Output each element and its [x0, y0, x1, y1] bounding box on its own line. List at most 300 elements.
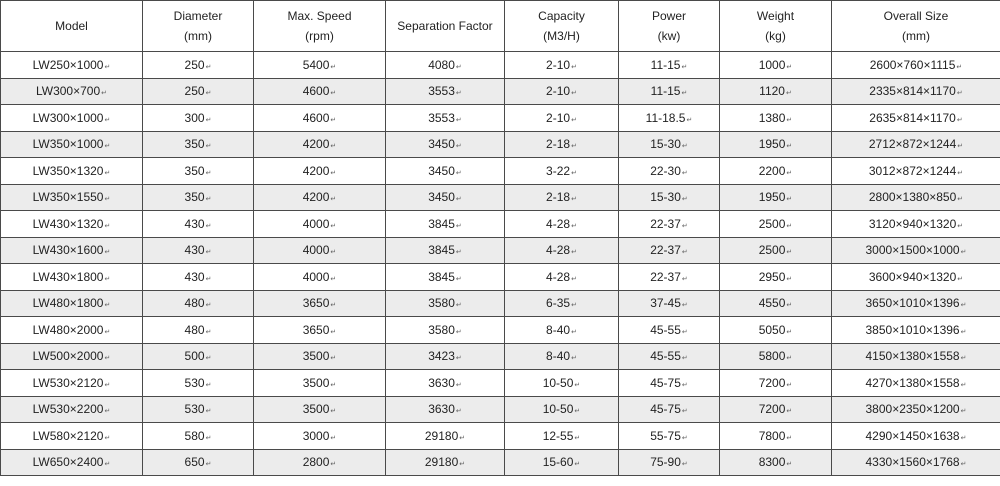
paragraph-mark-icon: ↵: [957, 275, 964, 283]
table-cell: [386, 105, 505, 132]
paragraph-mark-icon: ↵: [330, 196, 337, 204]
paragraph-mark-icon: ↵: [571, 328, 577, 336]
paragraph-mark-icon: ↵: [957, 143, 964, 151]
column-header: [1, 1, 143, 52]
paragraph-mark-icon: ↵: [957, 222, 964, 230]
cell-value: 3600×940×1320: [868, 269, 957, 284]
cell-value: LW480×1800: [32, 296, 104, 311]
cell-value: 3630: [428, 375, 455, 390]
table-cell: [143, 343, 254, 370]
cell-value: 2600×760×1115: [869, 57, 956, 72]
table-cell: [254, 237, 386, 264]
cell-value: LW650×2400: [32, 455, 104, 470]
paragraph-mark-icon: ↵: [956, 63, 963, 71]
cell-value: 3450: [428, 190, 455, 205]
table-cell: [1, 449, 143, 476]
table-cell: [720, 78, 832, 105]
paragraph-mark-icon: ↵: [686, 116, 693, 124]
paragraph-mark-icon: ↵: [960, 381, 967, 389]
column-header-label: Weight: [756, 9, 795, 23]
paragraph-mark-icon: ↵: [205, 434, 212, 442]
paragraph-mark-icon: ↵: [455, 63, 462, 71]
paragraph-mark-icon: ↵: [681, 143, 688, 151]
table-row: [1, 317, 1000, 344]
paragraph-mark-icon: ↵: [786, 169, 793, 177]
cell-value: 3450: [428, 137, 455, 152]
cell-value: LW430×1600: [32, 243, 104, 258]
paragraph-mark-icon: ↵: [104, 355, 111, 363]
paragraph-mark-icon: ↵: [786, 408, 793, 416]
cell-value: 300: [184, 110, 205, 125]
paragraph-mark-icon: ↵: [571, 143, 577, 151]
table-cell: [143, 52, 254, 79]
cell-value: 8-40: [546, 322, 571, 337]
paragraph-mark-icon: ↵: [455, 143, 462, 151]
cell-value: 650: [184, 455, 205, 470]
cell-value: 5800: [758, 349, 786, 364]
paragraph-mark-icon: ↵: [786, 461, 793, 469]
cell-value: 7200: [758, 402, 786, 417]
cell-value: LW530×2120: [32, 375, 104, 390]
paragraph-mark-icon: ↵: [330, 355, 337, 363]
cell-value: LW500×2000: [32, 349, 104, 364]
column-header: [143, 1, 254, 52]
table-cell: [720, 423, 832, 450]
table-cell: [720, 449, 832, 476]
paragraph-mark-icon: ↵: [681, 355, 688, 363]
paragraph-mark-icon: ↵: [681, 63, 688, 71]
table-cell: [832, 396, 1000, 423]
cell-value: 1380: [758, 110, 786, 125]
table-cell: [832, 370, 1000, 397]
paragraph-mark-icon: ↵: [960, 434, 967, 442]
cell-value: 15-30: [650, 137, 681, 152]
paragraph-mark-icon: ↵: [455, 90, 462, 98]
paragraph-mark-icon: ↵: [330, 434, 337, 442]
cell-value: 4550: [758, 296, 786, 311]
column-header-label: Capacity: [538, 9, 585, 23]
paragraph-mark-icon: ↵: [681, 249, 688, 257]
table-cell: [619, 78, 720, 105]
table-cell: [1, 343, 143, 370]
paragraph-mark-icon: ↵: [786, 302, 793, 310]
table-cell: [143, 317, 254, 344]
cell-value: 3553: [428, 110, 455, 125]
table-cell: [832, 237, 1000, 264]
table-cell: [619, 158, 720, 185]
paragraph-mark-icon: ↵: [960, 355, 967, 363]
paragraph-mark-icon: ↵: [455, 302, 462, 310]
column-header-label: Power: [651, 9, 686, 23]
paragraph-mark-icon: ↵: [104, 196, 111, 204]
paragraph-mark-icon: ↵: [104, 116, 111, 124]
paragraph-mark-icon: ↵: [104, 381, 111, 389]
table-cell: [143, 184, 254, 211]
paragraph-mark-icon: ↵: [681, 408, 688, 416]
paragraph-mark-icon: ↵: [205, 196, 212, 204]
table-cell: [254, 343, 386, 370]
paragraph-mark-icon: ↵: [455, 408, 462, 416]
cell-value: 1950: [758, 190, 786, 205]
cell-value: LW350×1550: [32, 190, 104, 205]
table-cell: [386, 237, 505, 264]
table-cell: [386, 264, 505, 291]
table-cell: [619, 237, 720, 264]
cell-value: 3500: [302, 375, 330, 390]
table-cell: [254, 105, 386, 132]
column-header-unit: (kg): [765, 29, 786, 43]
column-header-unit: (rpm): [305, 29, 334, 43]
paragraph-mark-icon: ↵: [786, 63, 793, 71]
cell-value: 4600: [302, 110, 330, 125]
cell-value: 3800×2350×1200: [865, 402, 960, 417]
column-header: [386, 1, 505, 52]
cell-value: 2500: [758, 216, 786, 231]
cell-value: 22-37: [650, 269, 681, 284]
table-cell: [619, 264, 720, 291]
table-row: [1, 158, 1000, 185]
table-cell: [832, 290, 1000, 317]
paragraph-mark-icon: ↵: [574, 408, 581, 416]
cell-value: 3845: [428, 269, 455, 284]
cell-value: 5050: [758, 322, 786, 337]
table-row: [1, 423, 1000, 450]
table-cell: [619, 290, 720, 317]
paragraph-mark-icon: ↵: [205, 461, 212, 469]
paragraph-mark-icon: ↵: [786, 249, 793, 257]
table-cell: [505, 211, 619, 238]
table-cell: [386, 52, 505, 79]
cell-value: 250: [184, 57, 205, 72]
cell-value: 350: [184, 137, 205, 152]
table-cell: [254, 449, 386, 476]
paragraph-mark-icon: ↵: [571, 169, 577, 177]
paragraph-mark-icon: ↵: [574, 461, 581, 469]
paragraph-mark-icon: ↵: [571, 302, 577, 310]
paragraph-mark-icon: ↵: [205, 63, 212, 71]
paragraph-mark-icon: ↵: [101, 90, 108, 98]
cell-value: 3-22: [546, 163, 571, 178]
paragraph-mark-icon: ↵: [571, 275, 577, 283]
paragraph-mark-icon: ↵: [455, 196, 462, 204]
table-cell: [720, 290, 832, 317]
paragraph-mark-icon: ↵: [786, 196, 793, 204]
table-cell: [143, 449, 254, 476]
cell-value: 3120×940×1320: [868, 216, 957, 231]
cell-value: 29180: [424, 455, 459, 470]
table-cell: [386, 370, 505, 397]
table-cell: [619, 343, 720, 370]
cell-value: 3012×872×1244: [868, 163, 957, 178]
paragraph-mark-icon: ↵: [681, 302, 688, 310]
paragraph-mark-icon: ↵: [681, 328, 688, 336]
column-header-label: Max. Speed: [287, 9, 352, 23]
paragraph-mark-icon: ↵: [681, 169, 688, 177]
cell-value: 3000: [302, 428, 330, 443]
cell-value: 45-55: [650, 349, 681, 364]
paragraph-mark-icon: ↵: [330, 302, 337, 310]
cell-value: 430: [184, 216, 205, 231]
paragraph-mark-icon: ↵: [104, 169, 111, 177]
paragraph-mark-icon: ↵: [459, 461, 466, 469]
table-cell: [832, 78, 1000, 105]
cell-value: 45-55: [650, 322, 681, 337]
table-cell: [832, 449, 1000, 476]
table-cell: [505, 264, 619, 291]
paragraph-mark-icon: ↵: [786, 434, 793, 442]
cell-value: 15-30: [650, 190, 681, 205]
paragraph-mark-icon: ↵: [455, 355, 462, 363]
table-cell: [505, 237, 619, 264]
paragraph-mark-icon: ↵: [957, 169, 964, 177]
paragraph-mark-icon: ↵: [459, 434, 466, 442]
paragraph-mark-icon: ↵: [681, 90, 688, 98]
cell-value: LW300×1000: [32, 110, 104, 125]
paragraph-mark-icon: ↵: [681, 381, 688, 389]
paragraph-mark-icon: ↵: [205, 381, 212, 389]
table-cell: [386, 78, 505, 105]
paragraph-mark-icon: ↵: [571, 222, 577, 230]
cell-value: 4-28: [546, 216, 571, 231]
paragraph-mark-icon: ↵: [956, 90, 963, 98]
table-cell: [1, 423, 143, 450]
cell-value: 8300: [758, 455, 786, 470]
cell-value: 2500: [758, 243, 786, 258]
paragraph-mark-icon: ↵: [330, 408, 337, 416]
cell-value: 12-55: [542, 428, 574, 443]
table-cell: [505, 423, 619, 450]
cell-value: 430: [184, 243, 205, 258]
paragraph-mark-icon: ↵: [786, 143, 793, 151]
cell-value: 2800: [302, 455, 330, 470]
column-header-unit: (M3/H): [543, 29, 580, 43]
cell-value: 29180: [424, 428, 459, 443]
table-row: [1, 370, 1000, 397]
paragraph-mark-icon: ↵: [205, 408, 212, 416]
cell-value: LW350×1320: [32, 163, 104, 178]
cell-value: LW530×2200: [32, 402, 104, 417]
table-cell: [143, 290, 254, 317]
table-cell: [254, 131, 386, 158]
paragraph-mark-icon: ↵: [960, 302, 967, 310]
paragraph-mark-icon: ↵: [104, 249, 111, 257]
cell-value: 2200: [758, 163, 786, 178]
table-cell: [254, 423, 386, 450]
cell-value: 250: [184, 84, 205, 99]
paragraph-mark-icon: ↵: [786, 381, 793, 389]
paragraph-mark-icon: ↵: [205, 169, 212, 177]
cell-value: 11-15: [650, 84, 681, 99]
paragraph-mark-icon: ↵: [574, 381, 581, 389]
paragraph-mark-icon: ↵: [330, 222, 337, 230]
paragraph-mark-icon: ↵: [571, 249, 577, 257]
cell-value: 3500: [302, 349, 330, 364]
table-cell: [505, 290, 619, 317]
table-cell: [619, 396, 720, 423]
cell-value: LW580×2120: [32, 428, 104, 443]
table-cell: [505, 370, 619, 397]
table-cell: [1, 237, 143, 264]
paragraph-mark-icon: ↵: [330, 116, 337, 124]
table-cell: [720, 317, 832, 344]
paragraph-mark-icon: ↵: [205, 249, 212, 257]
table-header: [1, 1, 1000, 52]
paragraph-mark-icon: ↵: [785, 90, 792, 98]
cell-value: 3845: [428, 216, 455, 231]
paragraph-mark-icon: ↵: [681, 461, 688, 469]
paragraph-mark-icon: ↵: [571, 90, 577, 98]
cell-value: 22-37: [650, 216, 681, 231]
table-cell: [505, 396, 619, 423]
cell-value: 4200: [302, 190, 330, 205]
table-cell: [386, 158, 505, 185]
cell-value: LW350×1000: [32, 137, 104, 152]
table-cell: [254, 78, 386, 105]
table-cell: [832, 105, 1000, 132]
cell-value: 3450: [428, 163, 455, 178]
table-cell: [1, 184, 143, 211]
paragraph-mark-icon: ↵: [330, 63, 337, 71]
table-cell: [254, 52, 386, 79]
table-cell: [386, 131, 505, 158]
table-row: [1, 78, 1000, 105]
table-row: [1, 449, 1000, 476]
cell-value: 45-75: [650, 402, 681, 417]
table-cell: [505, 52, 619, 79]
paragraph-mark-icon: ↵: [330, 249, 337, 257]
paragraph-mark-icon: ↵: [455, 328, 462, 336]
paragraph-mark-icon: ↵: [330, 275, 337, 283]
cell-value: 3650: [302, 322, 330, 337]
table-cell: [254, 290, 386, 317]
cell-value: 4200: [302, 163, 330, 178]
paragraph-mark-icon: ↵: [330, 328, 337, 336]
cell-value: 2800×1380×850: [868, 190, 957, 205]
table-cell: [720, 211, 832, 238]
column-header: [505, 1, 619, 52]
table-cell: [1, 158, 143, 185]
paragraph-mark-icon: ↵: [330, 143, 337, 151]
paragraph-mark-icon: ↵: [205, 275, 212, 283]
table-cell: [254, 158, 386, 185]
table-cell: [1, 105, 143, 132]
table-cell: [720, 184, 832, 211]
cell-value: 430: [184, 269, 205, 284]
cell-value: LW480×2000: [32, 322, 104, 337]
table-row: [1, 105, 1000, 132]
table-cell: [505, 131, 619, 158]
table-cell: [1, 290, 143, 317]
table-cell: [143, 158, 254, 185]
paragraph-mark-icon: ↵: [104, 434, 111, 442]
table-cell: [720, 131, 832, 158]
cell-value: 4000: [302, 216, 330, 231]
cell-value: 11-18.5: [645, 110, 686, 125]
paragraph-mark-icon: ↵: [571, 355, 577, 363]
table-cell: [832, 52, 1000, 79]
cell-value: 3845: [428, 243, 455, 258]
cell-value: 10-50: [542, 402, 574, 417]
paragraph-mark-icon: ↵: [330, 461, 337, 469]
table-cell: [1, 264, 143, 291]
cell-value: LW430×1800: [32, 269, 104, 284]
column-header-unit: (mm): [184, 29, 212, 43]
paragraph-mark-icon: ↵: [205, 222, 212, 230]
cell-value: 3580: [428, 322, 455, 337]
cell-value: 3553: [428, 84, 455, 99]
paragraph-mark-icon: ↵: [205, 90, 212, 98]
table-cell: [1, 370, 143, 397]
cell-value: 55-75: [650, 428, 681, 443]
cell-value: 1000: [758, 57, 786, 72]
table-cell: [619, 52, 720, 79]
cell-value: 7200: [758, 375, 786, 390]
column-header-label: Model: [55, 19, 88, 33]
paragraph-mark-icon: ↵: [957, 196, 964, 204]
table-cell: [720, 158, 832, 185]
table-cell: [720, 105, 832, 132]
table-cell: [832, 211, 1000, 238]
paragraph-mark-icon: ↵: [960, 461, 967, 469]
paragraph-mark-icon: ↵: [455, 169, 462, 177]
table-cell: [386, 449, 505, 476]
table-cell: [254, 396, 386, 423]
table-cell: [720, 52, 832, 79]
table-cell: [832, 158, 1000, 185]
cell-value: 8-40: [546, 349, 571, 364]
cell-value: 3580: [428, 296, 455, 311]
table-cell: [619, 105, 720, 132]
header-row: [1, 1, 1000, 52]
table-cell: [386, 290, 505, 317]
paragraph-mark-icon: ↵: [455, 116, 462, 124]
table-row: [1, 211, 1000, 238]
paragraph-mark-icon: ↵: [571, 196, 577, 204]
table-cell: [143, 211, 254, 238]
column-header-label: Separation Factor: [397, 19, 493, 33]
table-cell: [254, 264, 386, 291]
table-row: [1, 290, 1000, 317]
table-cell: [386, 423, 505, 450]
cell-value: 4270×1380×1558: [865, 375, 960, 390]
table-cell: [143, 264, 254, 291]
table-row: [1, 396, 1000, 423]
cell-value: 4330×1560×1768: [865, 455, 960, 470]
paragraph-mark-icon: ↵: [455, 381, 462, 389]
table-cell: [505, 78, 619, 105]
table-cell: [254, 317, 386, 344]
paragraph-mark-icon: ↵: [205, 328, 212, 336]
cell-value: 2712×872×1244: [868, 137, 957, 152]
cell-value: 2-18: [546, 190, 571, 205]
cell-value: 5400: [302, 57, 330, 72]
paragraph-mark-icon: ↵: [574, 434, 581, 442]
paragraph-mark-icon: ↵: [681, 434, 688, 442]
cell-value: 3650×1010×1396: [865, 296, 960, 311]
paragraph-mark-icon: ↵: [104, 408, 111, 416]
column-header-label: Overall Size: [883, 9, 949, 23]
table-cell: [386, 184, 505, 211]
table-cell: [386, 211, 505, 238]
table-cell: [143, 396, 254, 423]
cell-value: 75-90: [650, 455, 681, 470]
cell-value: 45-75: [650, 375, 681, 390]
column-header-unit: (kw): [657, 29, 681, 43]
table-cell: [505, 184, 619, 211]
table-cell: [832, 131, 1000, 158]
cell-value: 4-28: [546, 243, 571, 258]
paragraph-mark-icon: ↵: [681, 222, 688, 230]
